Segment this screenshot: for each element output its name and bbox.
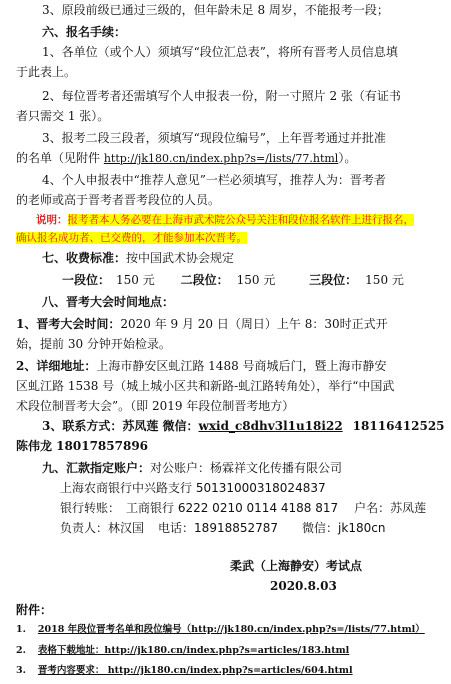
section-8-title: 八、晋考大会时间地点： bbox=[42, 295, 175, 309]
section-8-item-3-line2: 陈伟龙 18017857896 bbox=[16, 439, 149, 453]
fee-1-label: 一段位： bbox=[62, 273, 111, 287]
section-8-item-2-line2: 区虬江路 1538 号（城上城小区共和新路-虬江路转角处），举行“中国武 bbox=[16, 379, 395, 393]
signature-date: 2020.8.03 bbox=[270, 579, 337, 593]
section-7-text: 按中国武术协会规定 bbox=[126, 251, 235, 265]
appendix-title: 附件： bbox=[16, 603, 53, 617]
rule-item-3: 3、原段前级已通过三级的，但年龄未足 8 周岁，不能报考一段； bbox=[42, 3, 389, 17]
fee-2-value: 150 元 bbox=[236, 273, 276, 287]
appendix-item-3 bbox=[16, 663, 353, 679]
section-9-transfer-bank: 工商银行 6222 0210 0114 4188 817 bbox=[126, 501, 339, 515]
appendix-item-2-num: 2. bbox=[16, 645, 26, 656]
appendix-item-3-num: 3. bbox=[16, 665, 26, 676]
fee-3-value: 150 元 bbox=[365, 273, 404, 287]
section-9-transfer-line bbox=[60, 500, 426, 516]
section-9-phone: 18918852787 bbox=[194, 521, 279, 535]
section-9-bank: 上海农商银行中兴路支行 50131000318024837 bbox=[60, 481, 326, 495]
note-line-2 bbox=[16, 230, 247, 246]
appendix-item-1 bbox=[16, 622, 425, 638]
section-7-line bbox=[42, 250, 234, 266]
section-9-account-name-label: 户名： bbox=[354, 501, 391, 515]
fee-1-value: 150 元 bbox=[116, 273, 155, 287]
section-6-item-3-prefix: 的名单（见附件 bbox=[16, 151, 104, 165]
note-text-1: 报考者本人务必要在上海市武术院公众号关注和段位报名软件上进行报名， bbox=[67, 214, 414, 226]
section-9-manager-line bbox=[60, 520, 385, 536]
contact-phone-1: 18116412525 bbox=[352, 419, 445, 433]
section-6-title: 六、报名手续： bbox=[42, 25, 127, 39]
section-8-item-3-label: 3、联系方式： bbox=[42, 419, 123, 433]
section-8-item-1-line2: 始，提前 30 分钟开始检录。 bbox=[16, 337, 171, 351]
section-9-phone-label: 电话： bbox=[158, 521, 195, 535]
section-7-title: 七、收费标准： bbox=[42, 251, 127, 265]
section-9-manager-label: 负责人： bbox=[60, 521, 109, 535]
section-9-manager: 林汉国 bbox=[108, 521, 145, 535]
appendix-item-1-num: 1. bbox=[16, 624, 26, 635]
section-9-payee: 对公账户：杨霖祥文化传播有限公司 bbox=[150, 461, 343, 475]
section-9-line bbox=[42, 460, 342, 476]
note-text-2: 确认报名成功者、已交费的，才能参加本次晋考。 bbox=[16, 232, 247, 244]
section-8-item-3-line1 bbox=[42, 418, 445, 434]
attachment-link[interactable]: http://jk180.cn/index.php?s=/lists/77.html bbox=[103, 152, 339, 165]
appendix-item-2 bbox=[16, 643, 349, 659]
section-6-item-3-line2 bbox=[16, 150, 356, 167]
fee-3-label: 三段位： bbox=[309, 273, 358, 287]
section-6-item-1-line1: 1、各单位（或个人）须填写“段位汇总表”，将所有晋考人员信息填 bbox=[42, 45, 398, 59]
section-8-item-2-line1 bbox=[16, 358, 387, 374]
contact-wechat-id: wxid_c8dhv3l1u18i22 bbox=[198, 419, 343, 433]
section-9-transfer-label: 银行转账： bbox=[60, 501, 121, 515]
section-8-item-2-text: 上海市静安区虬江路 1488 号商城后门，暨上海市静安 bbox=[96, 359, 387, 373]
section-8-item-1-line1 bbox=[16, 316, 388, 332]
section-6-item-3-line1: 3、报考二段三段者，须填写“现段位编号”，上年晋考通过并批准 bbox=[42, 131, 386, 145]
appendix-item-2-text[interactable]: 表格下载地址：http://jk180.cn/index.php?s=articles/183.html bbox=[37, 645, 350, 656]
fee-row bbox=[62, 272, 404, 288]
section-6-item-3-suffix: ）。 bbox=[338, 151, 357, 165]
section-8-item-2-label: 2、详细地址： bbox=[16, 359, 97, 373]
note-label: 说明： bbox=[36, 214, 68, 226]
section-6-item-2-line2: 者只需交 1 张）。 bbox=[16, 109, 110, 123]
fee-2-label: 二段位： bbox=[180, 273, 229, 287]
section-8-item-1-label: 1、晋考大会时间： bbox=[16, 317, 121, 331]
section-8-item-1-text: 2020 年 9 月 20 日（周日）上午 8：30时正式开 bbox=[120, 317, 388, 331]
section-9-account-name: 苏凤莲 bbox=[390, 501, 427, 515]
section-6-item-1-line2: 于此表上。 bbox=[16, 65, 77, 79]
section-8-item-3-contact: 苏凤莲 微信： bbox=[122, 419, 199, 433]
section-6-item-4-line1: 4、个人申报表中“推荐人意见”一栏必须填写，推荐人为：晋考者 bbox=[42, 173, 386, 187]
section-9-title: 九、汇款指定账户： bbox=[42, 461, 151, 475]
section-9-wechat: jk180cn bbox=[338, 521, 386, 535]
section-8-item-2-line3: 术段位制晋考大会”。（即 2019 年段位制晋考地方） bbox=[16, 399, 295, 413]
section-9-wechat-label: 微信： bbox=[302, 521, 339, 535]
signature-org: 柔武（上海静安）考试点 bbox=[230, 559, 363, 573]
note-line-1 bbox=[36, 212, 414, 228]
appendix-item-1-text[interactable]: 2018 年段位晋考名单和段位编号（http://jk180.cn/index.php?s=/lists/77.html） bbox=[37, 624, 425, 635]
section-6-item-4-line2: 的老师或高于晋考者晋考段位的人员。 bbox=[16, 193, 221, 207]
section-6-item-2-line1: 2、每位晋考者还需填写个人申报表一份，附一寸照片 2 张（有证书 bbox=[42, 89, 401, 103]
appendix-item-3-text[interactable]: 晋考内容要求： http://jk180.cn/index.php?s=articles/604.html bbox=[37, 665, 353, 676]
